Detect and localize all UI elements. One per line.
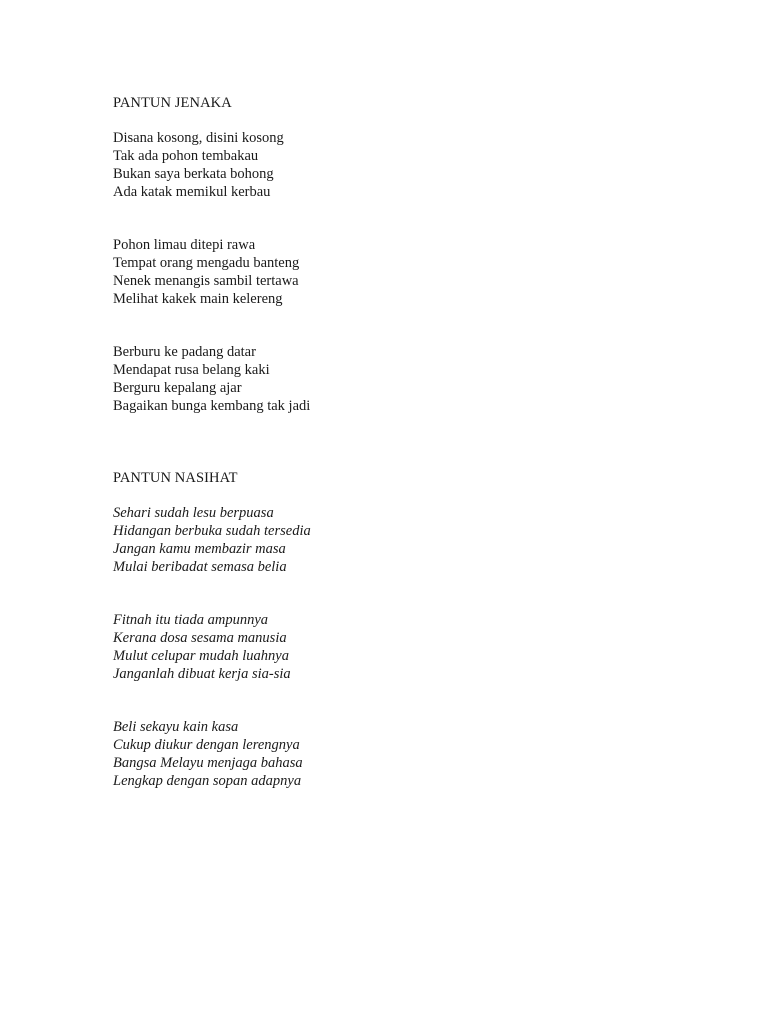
verse-line: Sehari sudah lesu berpuasa bbox=[113, 505, 274, 521]
verse-line: Berguru kepalang ajar bbox=[113, 380, 242, 396]
verse-line: Beli sekayu kain kasa bbox=[113, 719, 239, 735]
stanza-spacer bbox=[113, 576, 673, 611]
verse-line: Bukan saya berkata bohong bbox=[113, 166, 274, 182]
stanza-spacer bbox=[113, 308, 673, 343]
verse-line: Janganlah dibuat kerja sia-sia bbox=[113, 666, 291, 682]
verse-line: Bagaikan bunga kembang tak jadi bbox=[113, 398, 311, 414]
document-content bbox=[113, 94, 673, 790]
verse-line: Disana kosong, disini kosong bbox=[113, 130, 284, 146]
verse-line: Kerana dosa sesama manusia bbox=[113, 630, 287, 646]
stanza bbox=[113, 611, 673, 683]
verse-line: Tak ada pohon tembakau bbox=[113, 148, 259, 164]
verse-line: Nenek menangis sambil tertawa bbox=[113, 273, 299, 289]
stanza bbox=[113, 129, 673, 201]
stanza bbox=[113, 343, 673, 415]
verse-line: Jangan kamu membazir masa bbox=[113, 541, 286, 557]
stanza bbox=[113, 504, 673, 576]
verse-line: Hidangan berbuka sudah tersedia bbox=[113, 523, 311, 539]
stanza-spacer bbox=[113, 683, 673, 718]
verse-line: Mulut celupar mudah luahnya bbox=[113, 648, 289, 664]
verse-line: Mendapat rusa belang kaki bbox=[113, 362, 270, 378]
verse-line: Melihat kakek main kelereng bbox=[113, 291, 283, 307]
verse-line: Ada katak memikul kerbau bbox=[113, 184, 271, 200]
section-spacer bbox=[113, 415, 673, 469]
verse-line: Lengkap dengan sopan adapnya bbox=[113, 773, 302, 789]
section-heading-pantun-nasihat: PANTUN NASIHAT bbox=[113, 470, 238, 486]
verse-line: Mulai beribadat semasa belia bbox=[113, 559, 287, 575]
verse-line: Fitnah itu tiada ampunnya bbox=[113, 612, 269, 628]
stanza bbox=[113, 236, 673, 308]
stanza bbox=[113, 718, 673, 790]
section-heading-pantun-jenaka: PANTUN JENAKA bbox=[113, 95, 232, 111]
verse-line: Pohon limau ditepi rawa bbox=[113, 237, 256, 253]
stanza-spacer bbox=[113, 201, 673, 236]
verse-line: Berburu ke padang datar bbox=[113, 344, 256, 360]
verse-line: Cukup diukur dengan lerengnya bbox=[113, 737, 300, 753]
verse-line: Bangsa Melayu menjaga bahasa bbox=[113, 755, 303, 771]
verse-line: Tempat orang mengadu banteng bbox=[113, 255, 300, 271]
